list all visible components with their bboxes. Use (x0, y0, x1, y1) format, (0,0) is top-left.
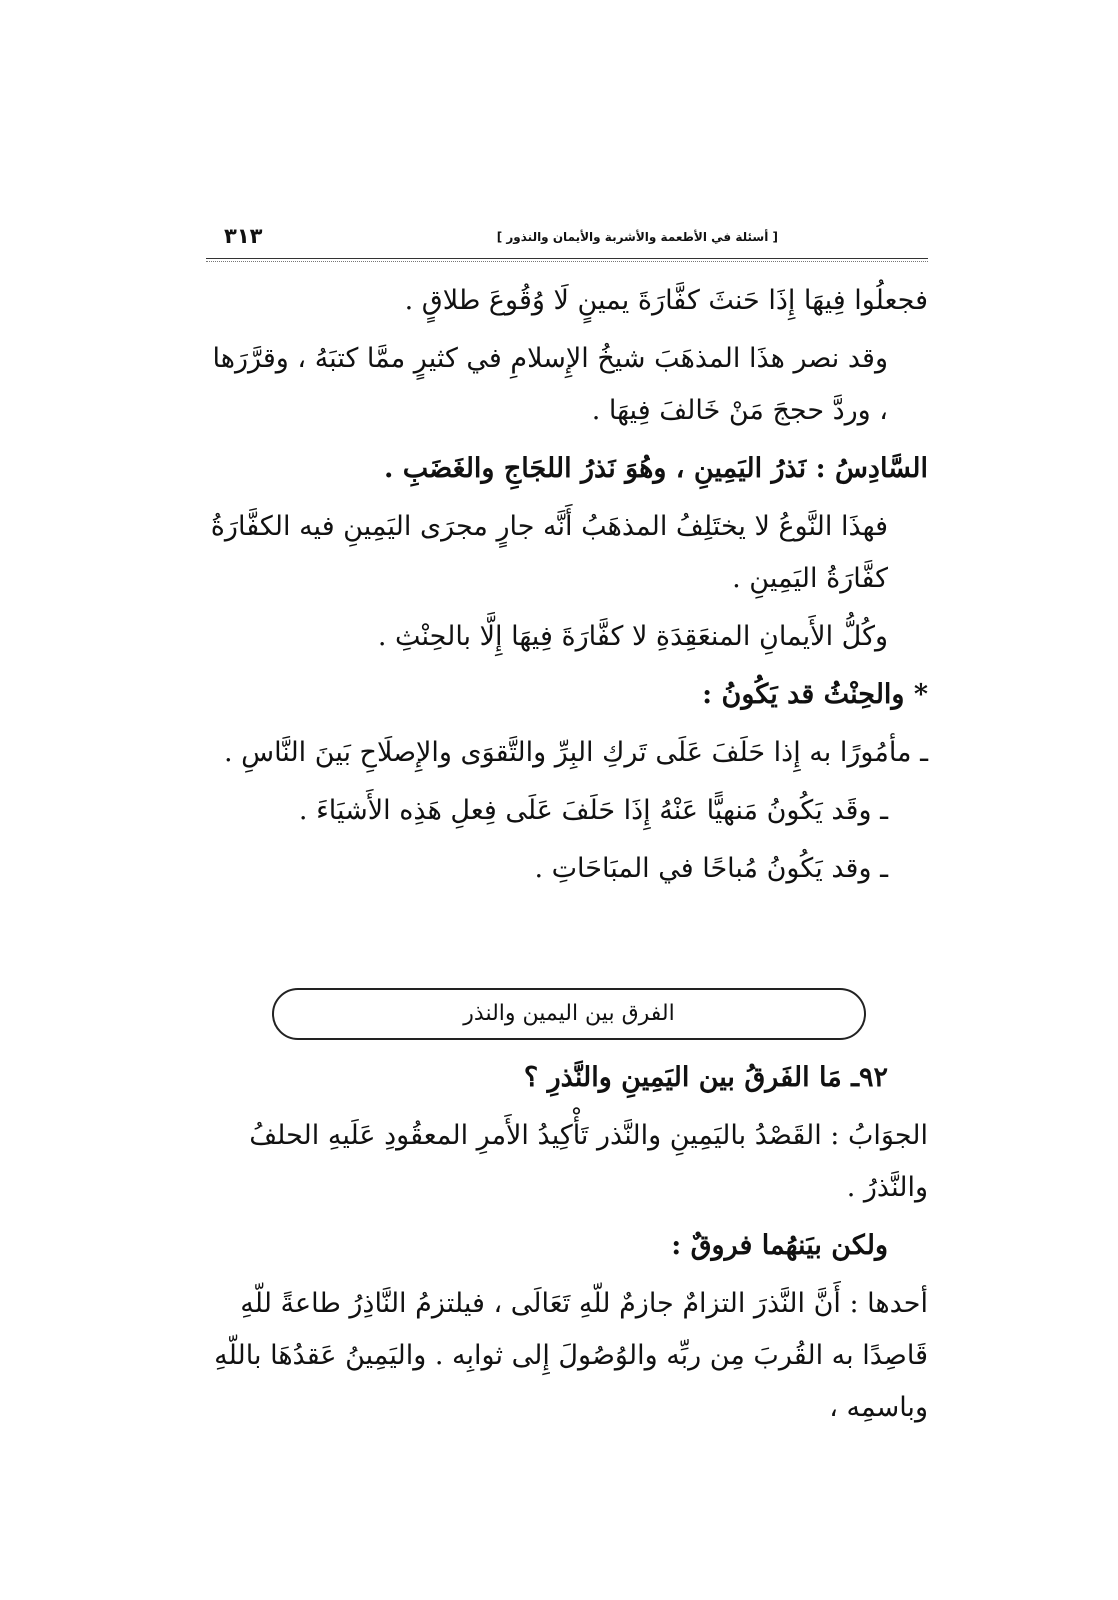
paragraph: فهذَا النَّوعُ لا يختَلِفُ المذهَبُ أَنَّه جارٍ مجرَى اليَمِينِ فيه الكفَّارَةُ كفَّارَةُ اليَمِينِ . (210, 511, 888, 594)
body-text-top (206, 275, 928, 895)
body-text-bottom (206, 1052, 928, 1434)
paragraph-heading: * والحِنْثُ قد يَكُونُ : (702, 679, 928, 710)
section-title-box: الفرق بين اليمين والنذر (272, 988, 866, 1040)
page-number: ٣١٣ (224, 224, 263, 248)
paragraph: أحدها : أَنَّ النَّذرَ التزامٌ جازمٌ للّهِ تَعَالَى ، فيلتزمُ النَّاذِرُ طاعةً للّهِ قَاصِدًا به القُربَ مِن ربِّه والوُصُولَ إِلى ثوابِه . واليَمِينُ عَقدُهَا باللّهِ وباسمِه ، (214, 1288, 928, 1423)
paragraph-heading: ولكن بيَنهُما فروقٌ : (671, 1230, 888, 1261)
list-item: ـ مأمُورًا به إِذا حَلَفَ عَلَى تَركِ البِرِّ والتَّقوَى والإِصلَاحِ بَينَ النَّاسِ . (223, 737, 928, 768)
paragraph: وقد نصر هذَا المذهَبَ شيخُ الإِسلامِ في كثيرٍ ممَّا كتبَهُ ، وقرَّرَها ، وردَّ حججَ مَنْ خَالفَ فِيهَا . (212, 343, 888, 426)
paragraph: وكُلُّ الأَيمانِ المنعَقِدَةِ لا كفَّارَةَ فِيهَا إِلَّا بالحِنْثِ . (377, 621, 888, 652)
header-rule (206, 258, 928, 259)
list-item: ـ وقد يَكُونُ مُباحًا في المبَاحَاتِ . (534, 853, 888, 884)
header-title: [ أسئلة في الأطعمة والأشربة والأيمان والنذور ] (496, 230, 778, 244)
question-heading: ٩٢ـ مَا الفَرقُ بين اليَمِينِ والنَّذرِ ؟ (523, 1062, 888, 1093)
list-item: ـ وقَد يَكُونُ مَنهيًّا عَنْهُ إِذَا حَلَفَ عَلَى فِعلِ هَذِه الأَشيَاءَ . (298, 795, 888, 826)
running-header (206, 226, 928, 260)
paragraph: فجعلُوا فِيهَا إِذَا حَنثَ كفَّارَةَ يمينٍ لَا وُقُوعَ طلاقٍ . (404, 285, 928, 316)
paragraph: الجوَابُ : القَصْدُ باليَمِينِ والنَّذر تَأْكِيدُ الأَمرِ المعقُودِ عَلَيهِ الحلفُ والنَّذرُ . (249, 1120, 928, 1203)
paragraph-heading: السَّادِسُ : نَذرُ اليَمِينِ ، وهُوَ نَذرُ اللجَاجِ والغَضَبِ . (383, 453, 928, 484)
header-rule-dotted (206, 261, 928, 262)
